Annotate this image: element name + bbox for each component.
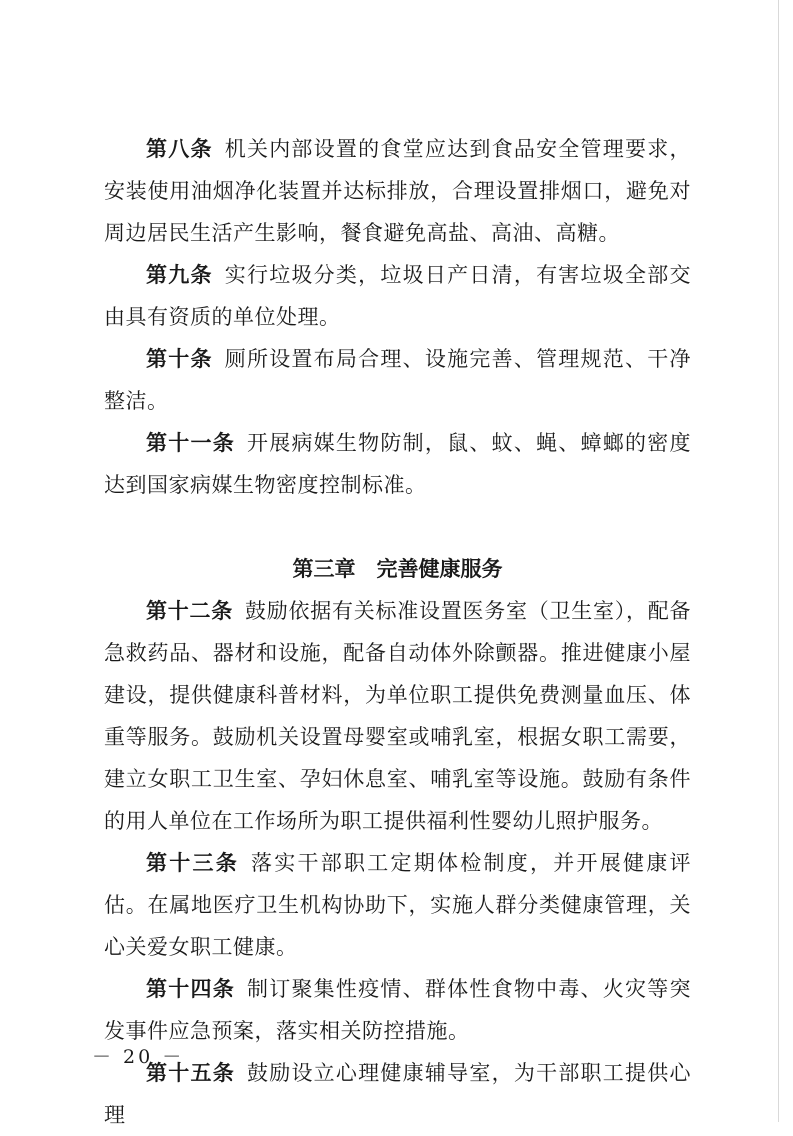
document-body <box>104 128 691 1136</box>
article-paragraph <box>104 128 691 254</box>
article-number: 第十四条 <box>146 977 235 1001</box>
article-paragraph <box>104 1052 691 1136</box>
article-text: 实行垃圾分类，垃圾日产日清，有害垃圾全部交由具有资质的单位处理。 <box>104 263 691 329</box>
chapter-heading: 第三章 完善健康服务 <box>292 557 503 581</box>
article-number: 第八条 <box>146 137 213 161</box>
article-number: 第十三条 <box>146 851 239 875</box>
article-number: 第九条 <box>146 263 213 287</box>
article-text: 鼓励设立心理健康辅导室，为干部职工提供心理 <box>104 1061 692 1127</box>
article-number: 第十五条 <box>146 1061 235 1085</box>
article-paragraph <box>104 590 691 842</box>
article-text: 厕所设置布局合理、设施完善、管理规范、干净整洁。 <box>104 347 691 413</box>
article-text: 制订聚集性疫情、群体性食物中毒、火灾等突发事件应急预案，落实相关防控措施。 <box>104 977 692 1043</box>
article-number: 第十条 <box>146 347 213 371</box>
article-text: 落实干部职工定期体检制度，并开展健康评估。在属地医疗卫生机构协助下，实施人群分类健康管理，关心关爱女职工健康。 <box>104 851 691 959</box>
article-text: 开展病媒生物防制，鼠、蚊、蝇、蟑螂的密度达到国家病媒生物密度控制标准。 <box>104 431 692 497</box>
article-number: 第十一条 <box>146 431 235 455</box>
page-edge-line <box>778 0 779 1122</box>
article-paragraph <box>104 422 691 506</box>
article-text: 机关内部设置的食堂应达到食品安全管理要求，安装使用油烟净化装置并达标排放，合理设置排烟口，避免对周边居民生活产生影响，餐食避免高盐、高油、高糖。 <box>104 137 691 245</box>
article-paragraph <box>104 842 691 968</box>
article-number: 第十二条 <box>146 599 233 623</box>
article-paragraph <box>104 968 691 1052</box>
article-text: 鼓励依据有关标准设置医务室（卫生室），配备急救药品、器材和设施，配备自动体外除颤器。推进健康小屋建设，提供健康科普材料，为单位职工提供免费测量血压、体重等服务。鼓励机关设置母婴室或哺乳室，根据女职工需要，建立女职工卫生室、孕妇休息室、哺乳室等设施。鼓励有条件的用人单位在工作场所为职工提供福利性婴幼儿照护服务。 <box>104 599 691 833</box>
page-number: － 20 － <box>92 1046 185 1068</box>
article-paragraph <box>104 254 691 338</box>
article-paragraph <box>104 338 691 422</box>
